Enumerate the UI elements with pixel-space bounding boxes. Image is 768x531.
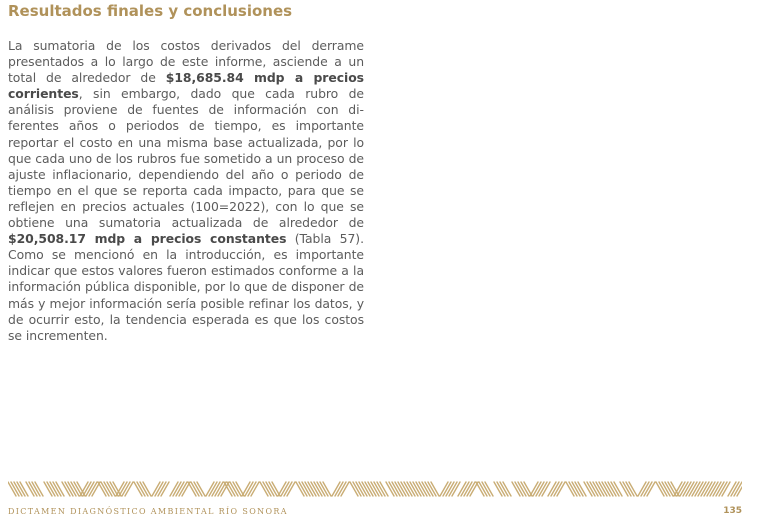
paragraph-text-1: La sumatoria de los costos derivados del derrame presentados a lo largo de este informe, asciende a un total de alrededor de bbox=[8, 38, 364, 86]
paragraph-text-2: , sin embargo, dado que cada rubro de análisis proviene de fuentes de información con diferentes años o periodos de tiempo, es importante reportar el costo en una misma base actualizada, por lo que cada uno de los rubros fue sometido a un proceso de ajuste inflacionario, dependiendo del año o periodo de tiempo en el que se reporta cada impacto, para que se reflejen en precios actuales (100=2022), con lo que se obtiene una sumatoria actualizada de alrededor de bbox=[8, 86, 364, 231]
current-prices-total: $18,685.84 mdp a precios corrientes bbox=[8, 70, 364, 102]
section-title: Resultados finales y conclusiones bbox=[8, 2, 293, 20]
body-paragraph bbox=[8, 38, 364, 344]
constant-prices-total: $20,508.17 mdp a precios constantes bbox=[8, 231, 287, 247]
decorative-border-ornament bbox=[8, 481, 742, 497]
footer-document-title: DICTAMEN DIAGNÓSTICO AMBIENTAL RÍO SONORA bbox=[8, 507, 288, 516]
paragraph-text-3: (Tabla 57). Como se mencionó en la introducción, es importante indicar que estos valores fueron estimados conforme a la información pública disponible, por lo que de disponer de más y mejor información sería posible refinar los datos, y de ocurrir esto, la tendencia esperada es que los costos se incrementen. bbox=[8, 231, 364, 343]
page-number: 135 bbox=[723, 506, 742, 516]
